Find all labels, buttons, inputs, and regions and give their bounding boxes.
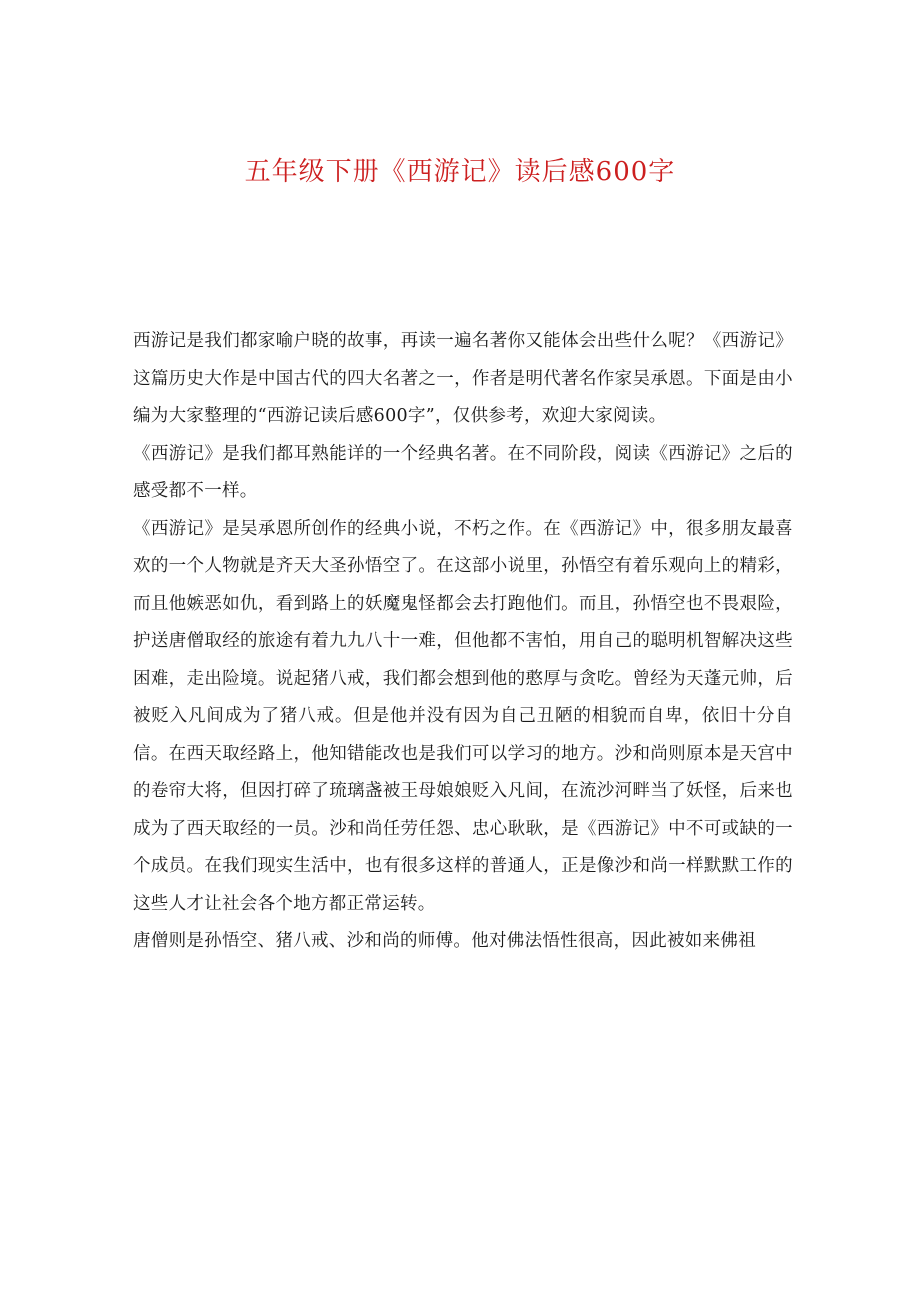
paragraph-3: 《西游记》是吴承恩所创作的经典小说，不朽之作。在《西游记》中，很多朋友最喜欢的一个人物就是齐天大圣孙悟空了。在这部小说里，孙悟空有着乐观向上的精彩，而且他嫉恶如仇，看到路上的妖魔鬼怪都会去打跑他们。而且，孙悟空也不畏艰险，护送唐僧取经的旅途有着九九八十一难，但他都不害怕，用自己的聪明机智解决这些困难，走出险境。说起猪八戒，我们都会想到他的憨厚与贪吃。曾经为天蓬元帅，后被贬入凡间成为了猪八戒。但是他并没有因为自己丑陋的相貌而自卑，依旧十分自信。在西天取经路上，他知错能改也是我们可以学习的地方。沙和尚则原本是天宫中的卷帘大将，但因打碎了琉璃盏被王母娘娘贬入凡间，在流沙河畔当了妖怪，后来也成为了西天取经的一员。沙和尚任劳任怨、忠心耿耿，是《西游记》中不可或缺的一个成员。在我们现实生活中，也有很多这样的普通人，正是像沙和尚一样默默工作的这些人才让社会各个地方都正常运转。 [133,518,793,914]
paragraph-intro: 西游记是我们都家喻户晓的故事，再读一遍名著你又能体会出些什么呢？《西游记》这篇历史大作是中国古代的四大名著之一，作者是明代著名作家吴承恩。下面是由小编为大家整理的“西游记读后感600字”，仅供参考，欢迎大家阅读。 [133,331,793,426]
document-body [133,323,793,961]
document-title: 五年级下册《西游记》读后感600字 [244,157,676,187]
paragraph-2: 《西游记》是我们都耳熟能详的一个经典名著。在不同阶段，阅读《西游记》之后的感受都不一样。 [133,443,793,501]
paragraph-4: 唐僧则是孙悟空、猪八戒、沙和尚的师傅。他对佛法悟性很高，因此被如来佛祖 [133,931,756,951]
